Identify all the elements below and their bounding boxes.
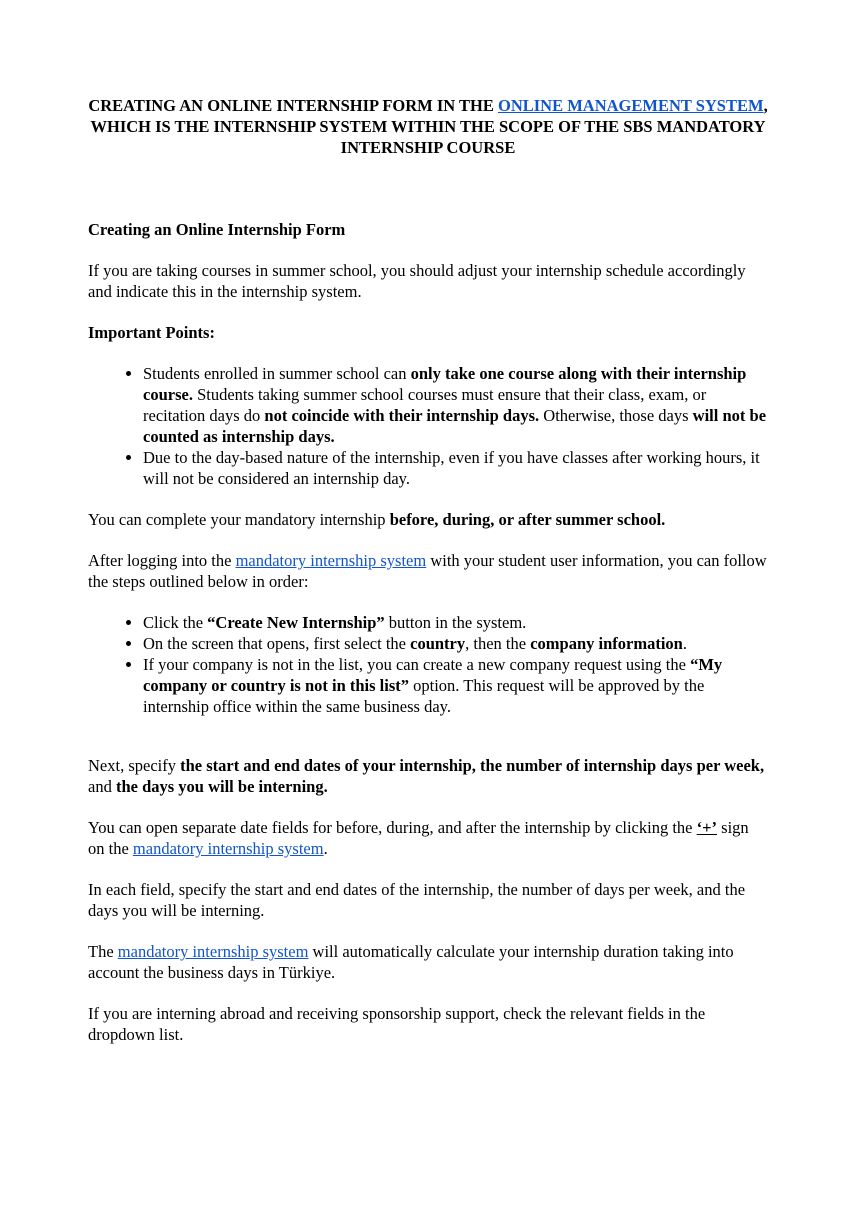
paragraph-text: with your student user information, you can follow the steps outlined below in order: [88,551,767,591]
paragraph-text: . [323,839,328,858]
paragraph-text: sign on the [88,818,749,858]
list-item [143,633,768,654]
paragraph-text: The [88,942,118,961]
list-item-text: Due to the day-based nature of the internship, even if you have classes after working hours, it will not be considered an internship day. [143,448,760,488]
plus-sign-text: ‘+’ [696,818,718,837]
list-item-text: . [682,634,687,653]
list-item-bold-text: not coincide with their internship days. [264,406,540,425]
paragraph-text: Next, specify [88,756,181,775]
list-item-text: , then the [465,634,531,653]
list-item-bold-text: will not be counted as internship days. [143,406,767,446]
paragraph-summer-school: If you are taking courses in summer school, you should adjust your internship schedule accordingly and indicate this in the internship system. [88,261,746,301]
paragraph-complete-internship [88,509,768,530]
paragraph-text: You can open separate date fields for before, during, and after the internship by clicking the [88,818,697,837]
mandatory-internship-system-link[interactable]: mandatory internship system [117,942,309,961]
mandatory-internship-system-link[interactable]: mandatory internship system [235,551,427,570]
important-points-list [88,363,768,489]
list-item [143,654,768,717]
paragraph-bold-text: the days you will be interning. [115,777,328,796]
list-item [143,612,768,633]
list-item [143,363,768,447]
list-item-text: Students taking summer school courses must ensure that their class, exam, or recitation days do [143,385,707,425]
list-item-text: On the screen that opens, first select the [143,634,411,653]
list-item-bold-text: “Create New Internship” [207,613,385,632]
list-item-bold-text: country [410,634,466,653]
paragraph-text: After logging into the [88,551,236,570]
heading-important-points: Important Points: [88,323,215,342]
list-item-text: Otherwise, those days [539,406,693,425]
paragraph-text: You can complete your mandatory internship [88,510,390,529]
list-item-text: Click the [143,613,208,632]
list-item-text: button in the system. [384,613,527,632]
list-item-text: option. This request will be approved by the internship office within the same business day. [143,676,705,716]
list-item-text: If your company is not in the list, you can create a new company request using the [143,655,691,674]
document-title [88,95,768,158]
title-text-pre: CREATING AN ONLINE INTERNSHIP FORM IN THE [88,96,498,115]
paragraph-interning-abroad: If you are interning abroad and receiving sponsorship support, check the relevant fields in the dropdown list. [88,1004,706,1044]
list-item [143,447,768,489]
title-text-post: , WHICH IS THE INTERNSHIP SYSTEM WITHIN THE SCOPE OF THE SBS MANDATORY INTERNSHIP COURSE [90,96,768,157]
list-item-bold-text: “My company or country is not in this list” [143,655,723,695]
paragraph-auto-calculate [88,941,768,983]
paragraph-bold-text: the start and end dates of your internship, the number of internship days per week, [180,756,765,775]
paragraph-text: and [88,777,116,796]
steps-list [88,612,768,717]
mandatory-internship-system-link[interactable]: mandatory internship system [132,839,324,858]
paragraph-plus-sign [88,817,768,859]
heading-creating-form: Creating an Online Internship Form [88,220,346,239]
paragraph-text: will automatically calculate your internship duration taking into account the business days in Türkiye. [88,942,734,982]
paragraph-specify-dates [88,755,768,797]
list-item-text: Students enrolled in summer school can [143,364,411,383]
list-item-bold-text: company information [530,634,683,653]
paragraph-login-steps [88,550,768,592]
paragraph-bold-text: before, during, or after summer school. [389,510,666,529]
list-item-bold-text: only take one course along with their internship course. [143,364,747,404]
paragraph-each-field: In each field, specify the start and end dates of the internship, the number of days per week, and the days you will be interning. [88,880,746,920]
online-management-system-link[interactable]: ONLINE MANAGEMENT SYSTEM [497,96,764,115]
